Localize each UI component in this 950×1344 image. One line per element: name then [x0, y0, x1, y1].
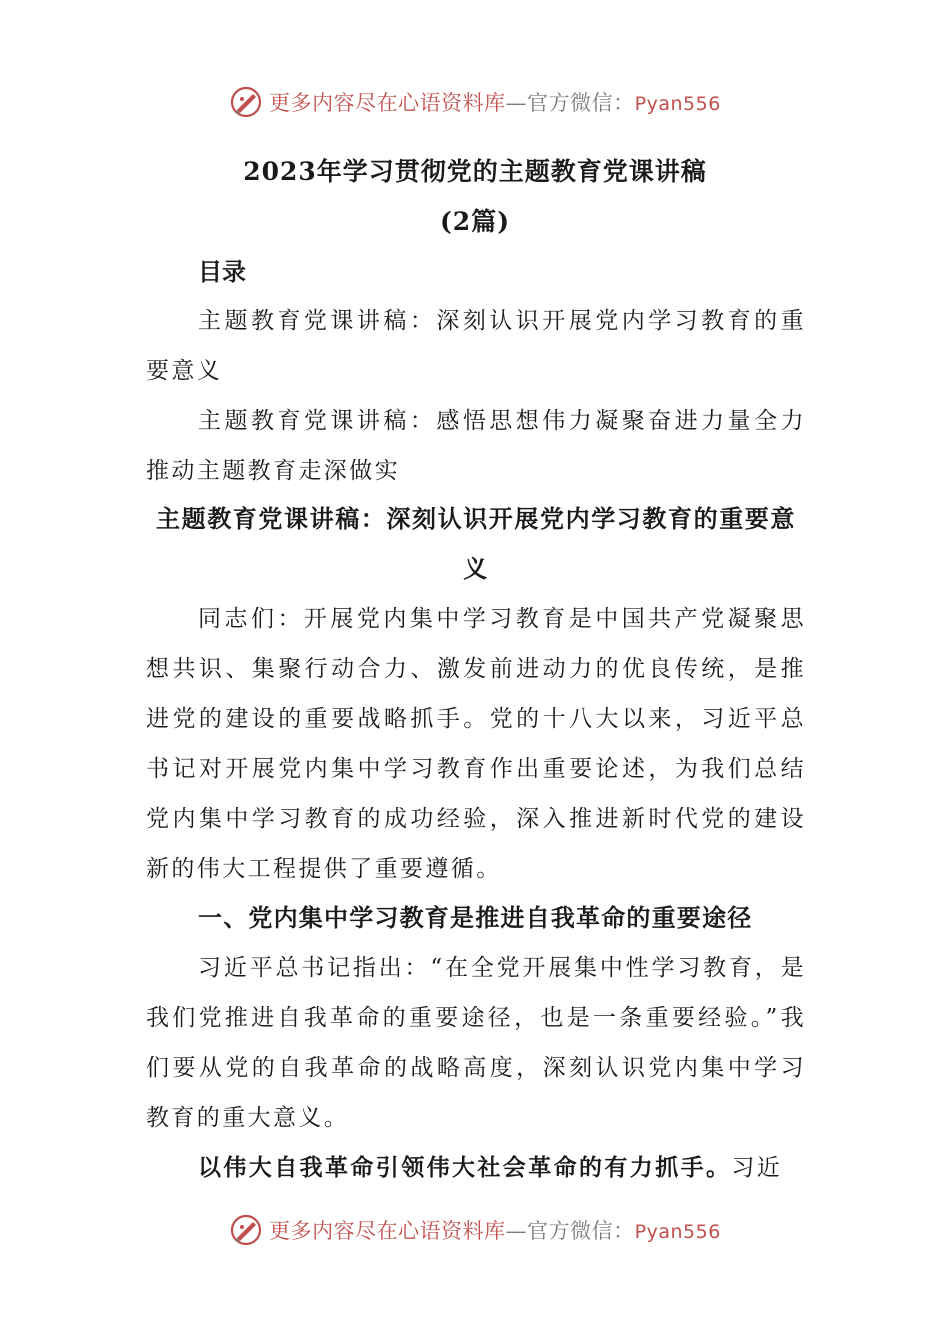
- watermark-site-name: 更多内容尽在心语资料库: [269, 91, 506, 115]
- toc-item: 主题教育党课讲稿：感悟思想伟力凝聚奋进力量全力推动主题教育走深做实: [146, 408, 806, 484]
- watermark-dash: —: [505, 1219, 528, 1243]
- body-paragraph: 同志们：开展党内集中学习教育是中国共产党凝聚思想共识、集聚行动合力、激发前进动力的优良传统，是推进党的建设的重要战略抓手。党的十八大以来，习近平总书记对开展党内集中学习教育作出重要论述，为我们总结党内集中学习教育的成功经验，深入推进新时代党的建设新的伟大工程提供了重要遵循。: [146, 606, 806, 882]
- toc-item: 主题教育党课讲稿：深刻认识开展党内学习教育的重要意义: [146, 308, 806, 384]
- watermark-text: [269, 1215, 721, 1245]
- watermark-wechat-label: 官方微信：: [527, 91, 635, 115]
- document-title-count: (2篇): [439, 207, 511, 236]
- watermark-wechat-id: Pyan556: [634, 1221, 721, 1243]
- pen-logo-icon: [229, 85, 263, 119]
- watermark-wechat-label: 官方微信：: [527, 1219, 635, 1243]
- watermark-dash: —: [505, 91, 528, 115]
- watermark-site-name: 更多内容尽在心语资料库: [269, 1219, 506, 1243]
- watermark-text: [269, 87, 721, 117]
- pen-logo-icon: [229, 1213, 263, 1247]
- toc-heading: 目录: [198, 257, 246, 286]
- footer-watermark: [0, 1210, 950, 1250]
- subheading: 一、党内集中学习教育是推进自我革命的重要途径: [198, 903, 753, 932]
- paragraph-text: 习近: [731, 1155, 783, 1181]
- watermark-wechat-id: Pyan556: [634, 93, 721, 115]
- body-paragraph: 习近平总书记指出：“在全党开展集中性学习教育，是我们党推进自我革命的重要途径，也是一条重要经验。”我们要从党的自我革命的战略高度，深刻认识党内集中学习教育的重大意义。: [146, 955, 806, 1131]
- section-title: 主题教育党课讲稿：深刻认识开展党内学习教育的重要意义: [156, 504, 796, 583]
- header-watermark: [0, 82, 950, 122]
- document-title: 2023年学习贯彻党的主题教育党课讲稿: [243, 157, 707, 186]
- paragraph-lead: 以伟大自我革命引领伟大社会革命的有力抓手。: [198, 1154, 732, 1181]
- body-paragraph: [146, 1143, 806, 1193]
